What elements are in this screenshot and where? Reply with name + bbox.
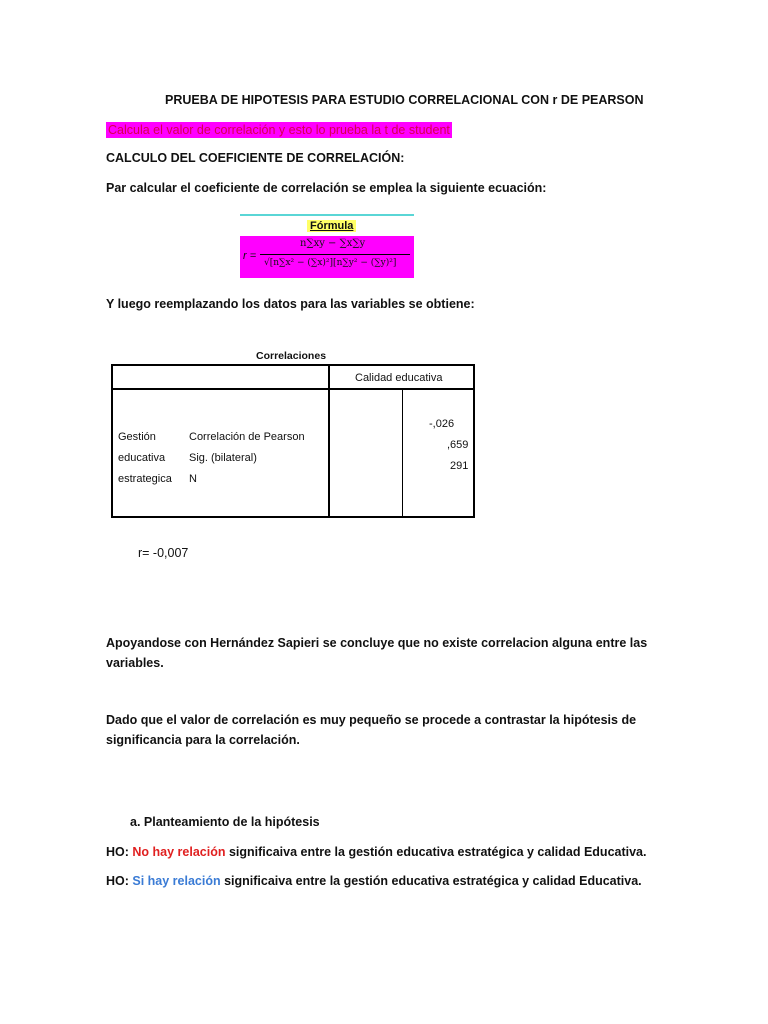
table-column-header: Calidad educativa bbox=[355, 372, 443, 384]
formula-box bbox=[240, 236, 414, 278]
table-header-rule bbox=[113, 388, 473, 390]
stat-label-sig: Sig. (bilateral) bbox=[189, 452, 257, 464]
ho2-rest: significaiva entre la gestión educativa estratégica y calidad Educativa. bbox=[220, 874, 642, 888]
conclusion-line-1: Apoyandose con Hernández Sapieri se concluye que no existe correlacion alguna entre las bbox=[106, 636, 648, 650]
stat-label-pearson: Correlación de Pearson bbox=[189, 431, 305, 443]
hypothesis-alternative bbox=[106, 874, 642, 888]
formula-label: Fórmula bbox=[307, 220, 356, 232]
replace-paragraph: Y luego reemplazando los datos para las variables se obtiene: bbox=[106, 297, 475, 311]
correlation-table bbox=[111, 364, 475, 518]
ho1-prefix: HO: bbox=[106, 845, 133, 859]
ho2-emphasis: Si hay relación bbox=[132, 874, 221, 888]
ho2-prefix: HO: bbox=[106, 874, 133, 888]
value-pearson: -,026 bbox=[429, 418, 455, 430]
page-title: PRUEBA DE HIPOTESIS PARA ESTUDIO CORRELACIONAL CON r DE PEARSON bbox=[165, 93, 644, 107]
table-column-rule bbox=[328, 366, 330, 516]
value-sig: ,659 bbox=[447, 439, 469, 451]
formula-r-symbol: r = bbox=[243, 250, 257, 262]
row-label-line-1: Gestión bbox=[118, 431, 156, 443]
contrast-line-1: Dado que el valor de correlación es muy pequeño se procede a contrastar la hipótesis de bbox=[106, 713, 637, 727]
hypothesis-null bbox=[106, 845, 647, 859]
conclusion-paragraph bbox=[106, 633, 647, 673]
formula-fraction-bar bbox=[260, 254, 410, 255]
ho1-rest: significaiva entre la gestión educativa estratégica y calidad Educativa. bbox=[225, 845, 647, 859]
table-inner-rule bbox=[402, 390, 403, 518]
ho1-emphasis: No hay relación bbox=[132, 845, 226, 859]
stat-label-n: N bbox=[189, 473, 197, 485]
value-n: 291 bbox=[450, 460, 469, 472]
formula-numerator: n∑xy − ∑x∑y bbox=[300, 238, 366, 249]
r-value: r= -0,007 bbox=[138, 546, 189, 560]
section-heading: CALCULO DEL COEFICIENTE DE CORRELACIÓN: bbox=[106, 151, 405, 165]
row-label-line-2: educativa bbox=[118, 452, 166, 464]
hypothesis-heading: a. Planteamiento de la hipótesis bbox=[130, 815, 320, 829]
conclusion-line-2: variables. bbox=[106, 656, 164, 670]
table-caption: Correlaciones bbox=[256, 350, 327, 362]
formula-image bbox=[240, 214, 414, 278]
formula-top-rule bbox=[240, 214, 414, 216]
contrast-paragraph bbox=[106, 710, 636, 750]
formula-denominator: √[n∑x² − (∑x)²][n∑y² − (∑y)²] bbox=[264, 258, 397, 268]
intro-paragraph: Par calcular el coeficiente de correlación se emplea la siguiente ecuación: bbox=[106, 181, 547, 195]
row-label-line-3: estrategica bbox=[118, 473, 172, 485]
highlighted-note: Calcula el valor de correlación y esto lo prueba la t de student bbox=[108, 123, 450, 137]
contrast-line-2: significancia para la correlación. bbox=[106, 733, 300, 747]
